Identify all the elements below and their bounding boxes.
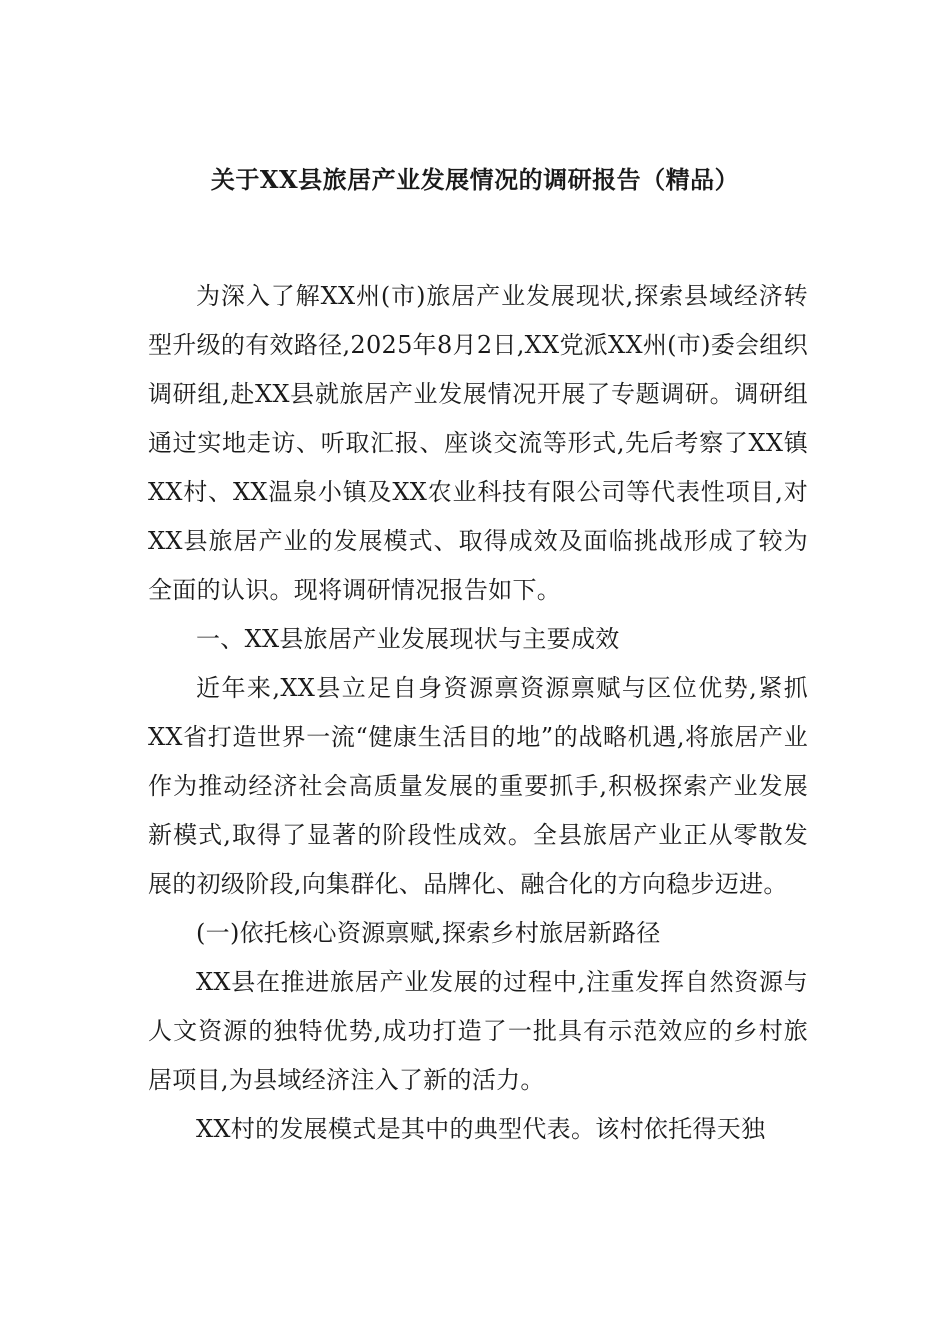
section-1-paragraph: 近年来,XX县立足自身资源禀资源禀赋与区位优势,紧抓XX省打造世界一流“健康生活目的地”的战略机遇,将旅居产业作为推动经济社会高质量发展的重要抓手,积极探索产业发展新模式,取得了显著的阶段性成效。全县旅居产业正从零散发展的初级阶段,向集群化、品牌化、融合化的方向稳步迈进。 [148,674,808,898]
document-body [148,272,808,1154]
document-title: 关于XX县旅居产业发展情况的调研报告（精品） [210,165,740,194]
intro-paragraph: 为深入了解XX州(市)旅居产业发展现状,探索县域经济转型升级的有效路径,2025年8月2日,XX党派XX州(市)委会组织调研组,赴XX县就旅居产业发展情况开展了专题调研。调研组通过实地走访、听取汇报、座谈交流等形式,先后考察了XX镇XX村、XX温泉小镇及XX农业科技有限公司等代表性项目,对XX县旅居产业的发展模式、取得成效及面临挑战形成了较为全面的认识。现将调研情况报告如下。 [148,282,808,604]
section-heading-1: 一、XX县旅居产业发展现状与主要成效 [196,625,620,653]
subsection-1-paragraph: XX县在推进旅居产业发展的过程中,注重发挥自然资源与人文资源的独特优势,成功打造了一批具有示范效应的乡村旅居项目,为县域经济注入了新的活力。 [148,968,808,1094]
subsection-heading-1: (一)依托核心资源禀赋,探索乡村旅居新路径 [196,919,661,947]
village-case-paragraph: XX村的发展模式是其中的典型代表。该村依托得天独 [196,1115,766,1143]
